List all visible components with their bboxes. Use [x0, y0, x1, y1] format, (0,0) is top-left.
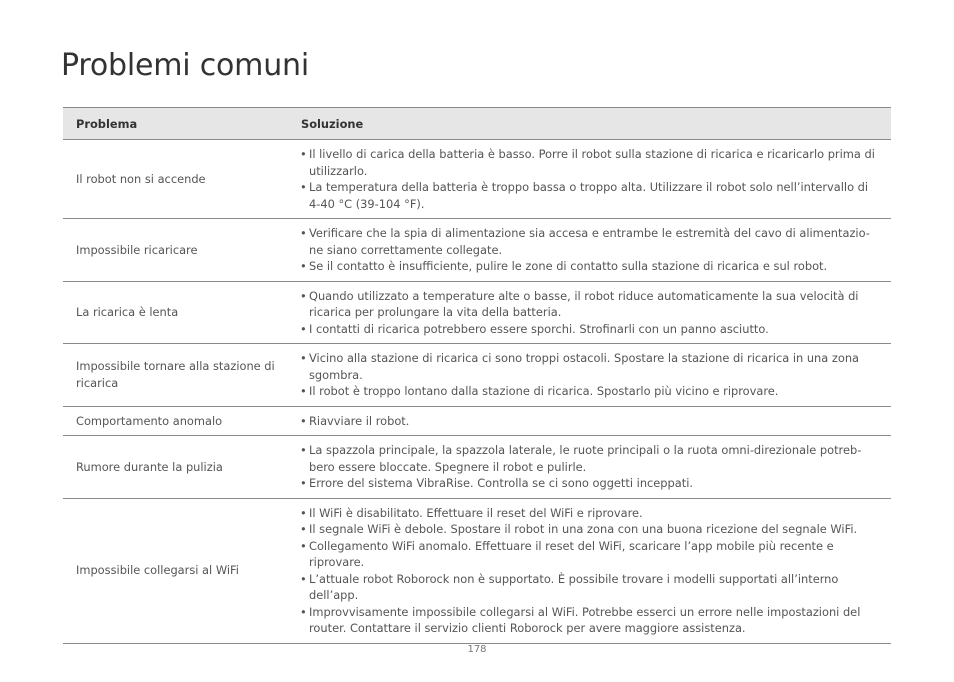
problem-cell: Impossibile tornare alla stazione di ricarica: [63, 344, 290, 407]
problem-cell: La ricarica è lenta: [63, 281, 290, 344]
solution-item: • Se il contatto è insufficiente, pulire le zone di contatto sulla stazione di ricarica e sul robot.: [300, 258, 881, 275]
page-title: Problemi comuni: [61, 48, 309, 83]
table-row: [63, 140, 891, 219]
solution-item: • La spazzola principale, la spazzola laterale, le ruote principali o la ruota omni-direzionale potreb-bero essere bloccate. Spegnere il robot e pulirle.: [300, 442, 881, 475]
troubleshooting-table: [63, 107, 891, 644]
solution-list: [300, 413, 881, 430]
solution-cell: [290, 436, 891, 499]
problem-cell: Comportamento anomalo: [63, 406, 290, 436]
table-header-row: [63, 108, 891, 140]
solution-cell: [290, 498, 891, 643]
solution-cell: [290, 406, 891, 436]
table-body: [63, 140, 891, 644]
solution-cell: [290, 219, 891, 282]
table-row: [63, 498, 891, 643]
solution-item: • Collegamento WiFi anomalo. Effettuare il reset del WiFi, scaricare l’app mobile più recente e riprovare.: [300, 538, 881, 571]
column-header-solution: Soluzione: [290, 108, 891, 140]
solution-item: • La temperatura della batteria è troppo bassa o troppo alta. Utilizzare il robot solo nell’intervallo di 4-40 °C (39-104 °F).: [300, 179, 881, 212]
solution-cell: [290, 140, 891, 219]
table-row: [63, 436, 891, 499]
column-header-problem: Problema: [63, 108, 290, 140]
table-row: [63, 406, 891, 436]
solution-item: • Quando utilizzato a temperature alte o basse, il robot riduce automaticamente la sua velocità di ricarica per prolungare la vita della batteria.: [300, 288, 881, 321]
page-number: 178: [467, 644, 487, 655]
solution-item: • Improvvisamente impossibile collegarsi al WiFi. Potrebbe esserci un errore nelle impostazioni del router. Contattare il servizio clienti Roborock per avere maggiore assistenza.: [300, 604, 881, 637]
solution-cell: [290, 281, 891, 344]
solution-item: • Il WiFi è disabilitato. Effettuare il reset del WiFi e riprovare.: [300, 505, 881, 522]
solution-list: [300, 350, 881, 400]
solution-list: [300, 442, 881, 492]
table-row: [63, 219, 891, 282]
solution-item: • Errore del sistema VibraRise. Controlla se ci sono oggetti inceppati.: [300, 475, 881, 492]
solution-list: [300, 505, 881, 637]
solution-list: [300, 225, 881, 275]
solution-list: [300, 288, 881, 338]
solution-item: • I contatti di ricarica potrebbero essere sporchi. Strofinarli con un panno asciutto.: [300, 321, 881, 338]
problem-cell: Rumore durante la pulizia: [63, 436, 290, 499]
problem-cell: Il robot non si accende: [63, 140, 290, 219]
solution-cell: [290, 344, 891, 407]
solution-item: • Vicino alla stazione di ricarica ci sono troppi ostacoli. Spostare la stazione di ricarica in una zona sgombra.: [300, 350, 881, 383]
solution-list: [300, 146, 881, 212]
solution-item: • Il segnale WiFi è debole. Spostare il robot in una zona con una buona ricezione del segnale WiFi.: [300, 521, 881, 538]
solution-item: • L’attuale robot Roborock non è supportato. È possibile trovare i modelli supportati all’interno dell’app.: [300, 571, 881, 604]
table-row: [63, 344, 891, 407]
table-row: [63, 281, 891, 344]
solution-item: • Il robot è troppo lontano dalla stazione di ricarica. Spostarlo più vicino e riprovare.: [300, 383, 881, 400]
solution-item: • Verificare che la spia di alimentazione sia accesa e entrambe le estremità del cavo di alimentazio-ne siano correttamente collegate.: [300, 225, 881, 258]
problem-cell: Impossibile collegarsi al WiFi: [63, 498, 290, 643]
solution-item: • Riavviare il robot.: [300, 413, 881, 430]
solution-item: • Il livello di carica della batteria è basso. Porre il robot sulla stazione di ricarica e ricaricarlo prima di utilizzarlo.: [300, 146, 881, 179]
problem-cell: Impossibile ricaricare: [63, 219, 290, 282]
